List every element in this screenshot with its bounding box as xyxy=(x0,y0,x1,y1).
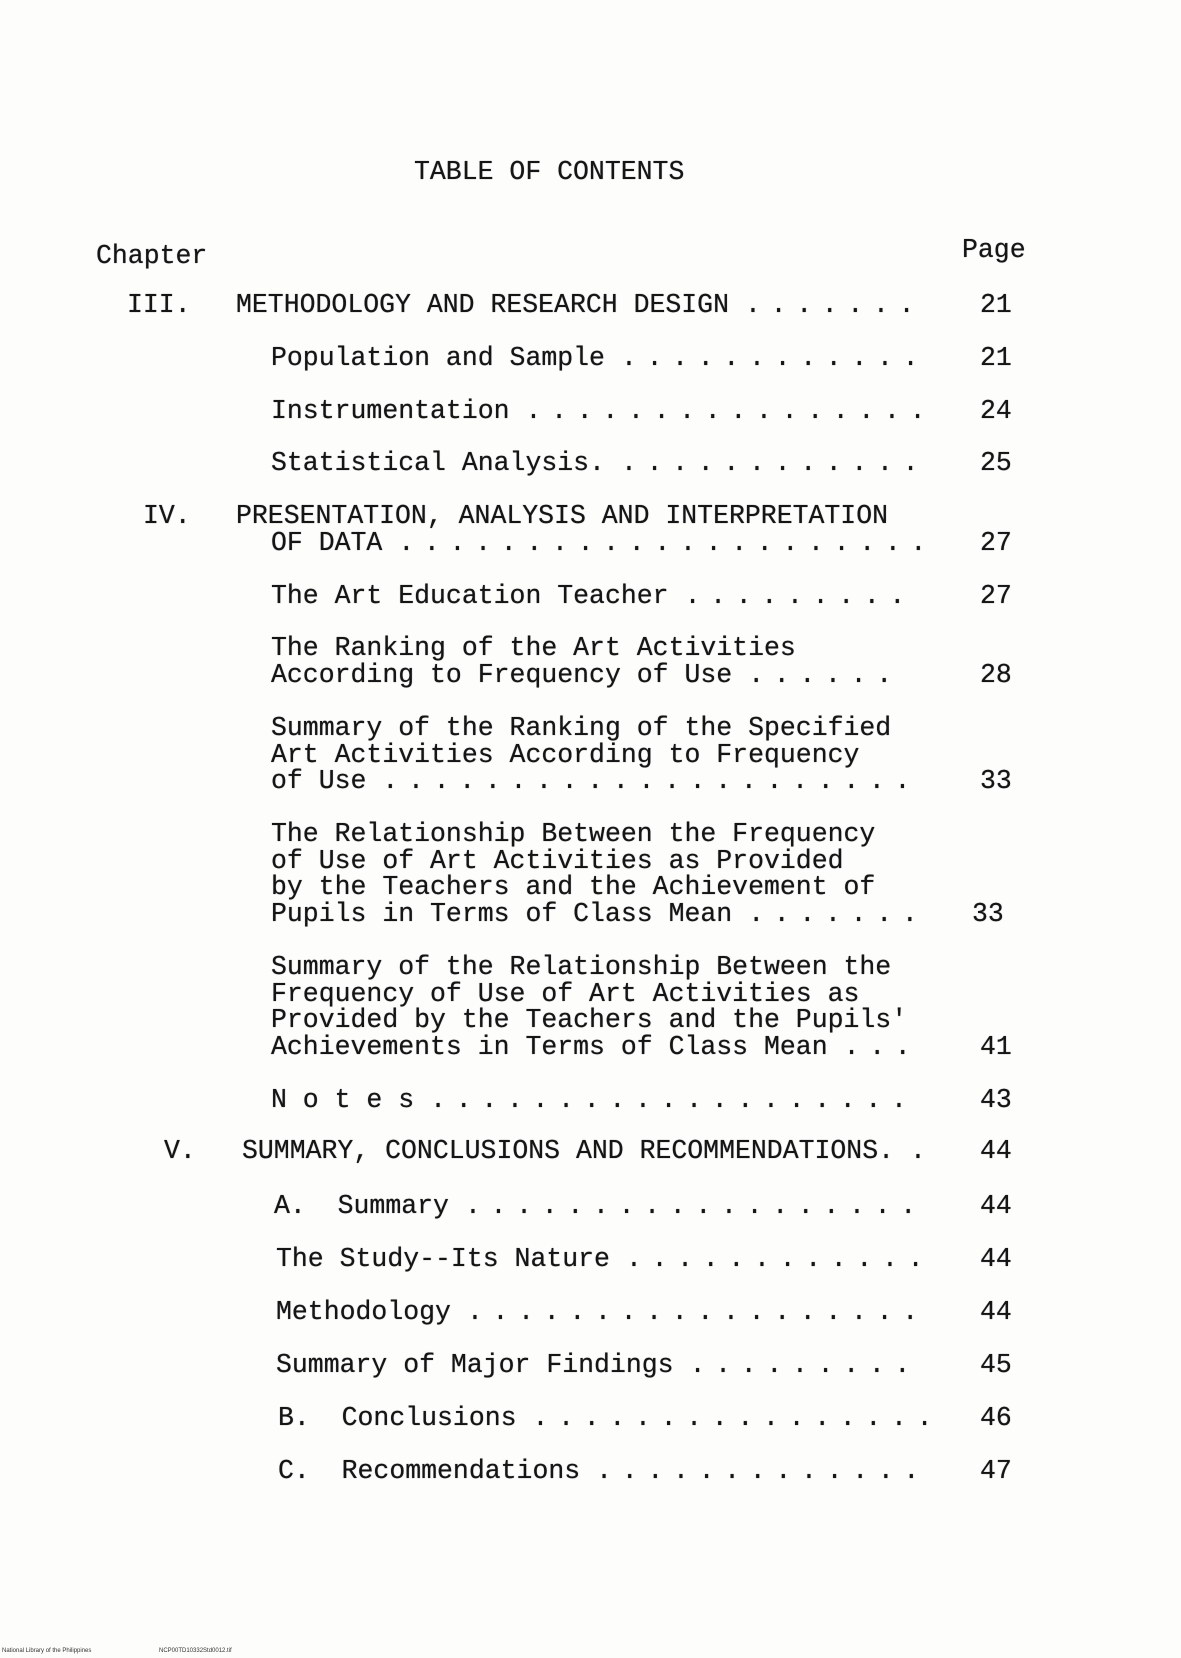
toc-entry xyxy=(0,1193,1181,1220)
entry-title-line: Frequency of Use of Art Activities as xyxy=(271,978,860,1009)
leader-dots: . . . . . . . . . . . . . . . . xyxy=(525,396,923,426)
leader-dots: . . . . . . xyxy=(748,659,890,690)
entry-title-line: A. Summary xyxy=(274,1191,449,1221)
leader-dots: . . . . . . . . . . . . xyxy=(620,343,916,373)
leader-dots: . . . . . . . . . . . . . . . . . . xyxy=(466,1297,916,1327)
entry-title-line: N o t e s xyxy=(271,1085,415,1115)
entry-title-line: The Ranking of the Art Activities xyxy=(271,633,796,663)
entry-title-line: According to Frequency of Use xyxy=(271,659,733,690)
leader-dots: . . . xyxy=(843,1031,908,1062)
chapter-number: IV. xyxy=(143,501,191,531)
toc-entry xyxy=(0,821,1181,927)
entry-title-line: METHODOLOGY AND RESEARCH DESIGN xyxy=(236,290,729,320)
toc-entry xyxy=(0,1087,1181,1114)
leader-dots: . . . . . . . . . . . . . . . . xyxy=(532,1403,930,1433)
page-number: 33 xyxy=(972,898,1004,929)
entry-title-line: PRESENTATION, ANALYSIS AND INTERPRETATION xyxy=(236,501,889,531)
page-number: 27 xyxy=(980,581,1012,611)
entry-title-line: Instrumentation xyxy=(271,396,510,426)
page-number: 25 xyxy=(980,448,1012,478)
leader-dots: . . . . . . . . . xyxy=(684,581,903,611)
page-column-header: Page xyxy=(962,235,1026,265)
toc-entry xyxy=(0,635,1181,688)
leader-dots: . . . . . . . xyxy=(748,898,915,929)
page-number: 44 xyxy=(980,1191,1012,1221)
toc-entry xyxy=(0,583,1181,610)
entry-title-line: by the Teachers and the Achievement of xyxy=(271,872,876,902)
leader-dots: . . . . . . . xyxy=(744,290,912,320)
chapter-number: V. xyxy=(164,1136,196,1166)
page-number: 44 xyxy=(980,1244,1012,1274)
page-number: 21 xyxy=(980,290,1012,320)
leader-dots: . . . . . . . . . xyxy=(689,1350,908,1380)
page-number: 45 xyxy=(980,1350,1012,1380)
entry-title-line: of Use of Art Activities as Provided xyxy=(271,845,844,876)
entry-title-line: B. Conclusions xyxy=(278,1403,517,1433)
toc-entry xyxy=(0,715,1181,795)
leader-dots: . . . . . . . . . . . . xyxy=(625,1244,921,1274)
entry-title-line: The Art Education Teacher xyxy=(271,581,669,611)
leader-dots: . . . . . . . . . . . . . xyxy=(596,1456,917,1486)
entry-title-line: C. Recommendations xyxy=(278,1456,581,1486)
leader-dots: . . . . . . . . . . . . . . . . . . . xyxy=(430,1085,904,1115)
chapter-number: III. xyxy=(127,290,191,320)
footer-library-name: National Library of the Philippines xyxy=(2,1648,92,1654)
chapter-column-header: Chapter xyxy=(96,241,208,271)
toc-entry xyxy=(0,1246,1181,1273)
toc-entry xyxy=(0,1138,1181,1165)
toc-entry xyxy=(0,954,1181,1060)
page-number: 44 xyxy=(980,1136,1012,1166)
entry-title-line: Methodology xyxy=(276,1297,451,1327)
leader-dots: . . . . . . . . . . . . . . . . . . . . . xyxy=(382,766,908,796)
entry-title-line: SUMMARY, CONCLUSIONS AND RECOMMENDATIONS. xyxy=(242,1136,895,1166)
page-number: 47 xyxy=(980,1456,1012,1486)
leader-dots: . . . . . . . . . . . . . . . . . . xyxy=(464,1191,914,1221)
entry-title-line: Summary of the Relationship Between the xyxy=(271,952,892,982)
page-number: 27 xyxy=(980,527,1012,558)
page-number: 33 xyxy=(980,766,1012,796)
toc-entry xyxy=(0,503,1181,556)
toc-entry xyxy=(0,345,1181,372)
toc-entry xyxy=(0,1458,1181,1485)
toc-entry xyxy=(0,398,1181,425)
entry-title-line: The Study--Its Nature xyxy=(276,1244,610,1274)
footer-file-id: NCP00TD10332Std0012.tif xyxy=(159,1648,232,1654)
page-number: 44 xyxy=(980,1297,1012,1327)
entry-title-line: Provided by the Teachers and the Pupils' xyxy=(271,1005,908,1035)
toc-entry xyxy=(0,1352,1181,1379)
entry-title-line: Achievements in Terms of Class Mean xyxy=(271,1031,828,1062)
toc-entry xyxy=(0,1299,1181,1326)
leader-dots: . . . . . . . . . . . . xyxy=(620,448,916,478)
leader-dots: . . . . . . . . . . . . . . . . . . . . . xyxy=(398,527,924,558)
toc-entry xyxy=(0,292,1181,319)
page-number: 46 xyxy=(980,1403,1012,1433)
page-number: 28 xyxy=(980,659,1012,690)
entry-title-line: The Relationship Between the Frequency xyxy=(271,819,876,849)
entry-title-line: Summary of the Ranking of the Specified xyxy=(271,713,892,743)
leader-dots: . xyxy=(910,1136,923,1166)
entry-title-line: Art Activities According to Frequency xyxy=(271,739,860,770)
toc-entry xyxy=(0,450,1181,477)
page-number: 43 xyxy=(980,1085,1012,1115)
toc-entry xyxy=(0,1405,1181,1432)
page-number: 21 xyxy=(980,343,1012,373)
toc-title: TABLE OF CONTENTS xyxy=(414,157,685,187)
page-number: 24 xyxy=(980,396,1012,426)
entry-title-line: Statistical Analysis. xyxy=(271,448,605,478)
entry-title-line: Pupils in Terms of Class Mean xyxy=(271,898,733,929)
entry-title-line: Population and Sample xyxy=(271,343,605,373)
entry-title-line: Summary of Major Findings xyxy=(276,1350,674,1380)
page-number: 41 xyxy=(980,1031,1012,1062)
entry-title-line: of Use xyxy=(271,766,367,796)
entry-title-line: OF DATA xyxy=(271,527,383,558)
